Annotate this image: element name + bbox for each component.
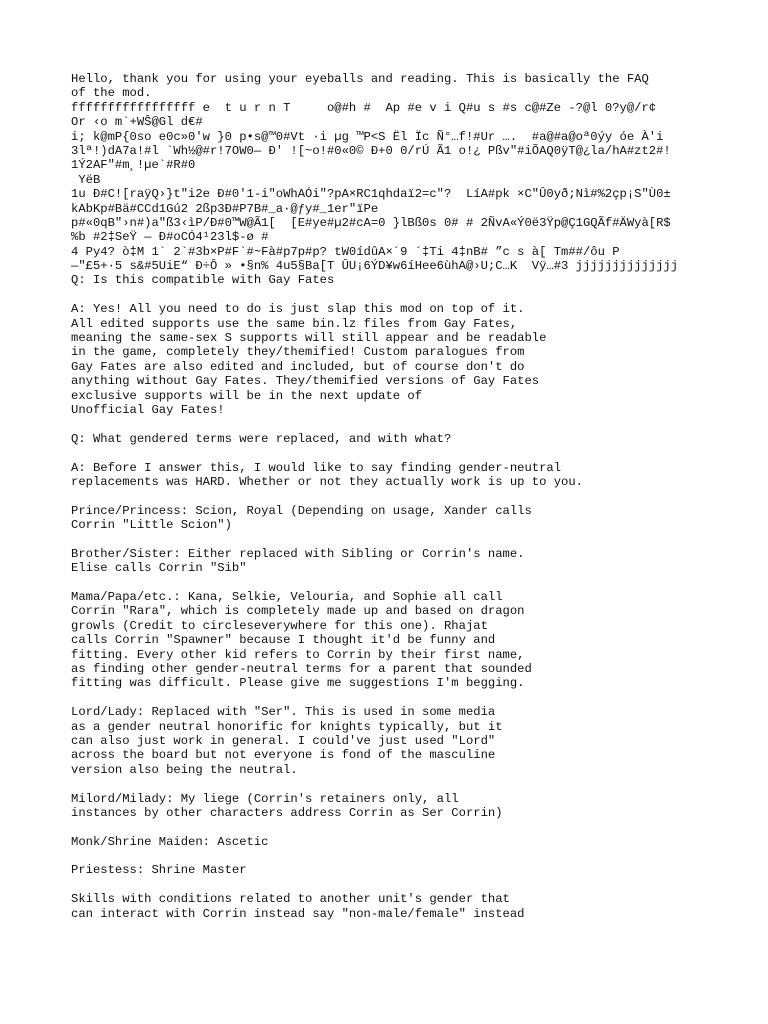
text-line: Lord/Lady: Replaced with "Ser". This is used in some media <box>71 705 496 720</box>
text-line: replacements was HARD. Whether or not they actually work is up to you. <box>71 474 583 489</box>
text-line: Hello, thank you for using your eyeballs and reading. This is basically the FAQ <box>71 72 649 86</box>
text-line: version also being the neutral. <box>71 762 298 777</box>
text-line: can interact with Corrin instead say "non-male/female" instead <box>71 906 525 921</box>
text-line: fitting was difficult. Please give me suggestions I'm begging. <box>71 676 525 691</box>
text-line: A: Yes! All you need to do is just slap this mod on top of it. <box>71 302 525 317</box>
blank-line <box>71 446 731 460</box>
blank-line <box>71 820 731 834</box>
text-line: Q: Is this compatible with Gay Fates <box>71 273 335 288</box>
blank-line <box>71 417 731 431</box>
text-line: Priestess: Shrine Master <box>71 863 247 878</box>
text-line: Milord/Milady: My liege (Corrin's retainers only, all <box>71 791 459 806</box>
text-line: All edited supports use the same bin.lz files from Gay Fates, <box>71 316 518 331</box>
text-line: instances by other characters address Corrin as Ser Corrin) <box>71 805 503 820</box>
text-line: Skills with conditions related to another unit's gender that <box>71 892 510 907</box>
text-line: 1u Ð#C![raÿQ›}t"i2e Ð#0'1-i"oWhAÓi"?pA×RC1qhdaï2=c"? LíA#pk ×C"Û0yð;Nì#%2çp¡S"Ù0± <box>71 187 671 202</box>
text-line: Brother/Sister: Either replaced with Sibling or Corrin's name. <box>71 546 525 561</box>
text-line: —"£5+·5 s&#5UiE“ Ð÷Ô » •§n% 4u5§Ba[T ÛU¡6ÝD¥w6íHee6ùhA@›U;C…K Vÿ…#3 jjjjjjjjjjjjjj <box>71 259 679 274</box>
text-line: 3lª!)dA7a!#l `Wh½@#r!7OW0— Ð' ![~o!#0«0© Ð+0 0/rÚ Ã1 o!¿ Pßv"#iÕAQ0ÿT@¿la/hA#zt2#! <box>71 143 671 158</box>
text-line: exclusive supports will be in the next update of <box>71 388 423 403</box>
text-line: YëB <box>71 172 101 187</box>
text-line: can also just work in general. I could've just used "Lord" <box>71 733 496 748</box>
text-line: Unofficial Gay Fates! <box>71 402 225 417</box>
text-line: %b #2‡SeŸ — Ð#oCÓ4¹23l$-ø # <box>71 230 269 245</box>
text-line: Prince/Princess: Scion, Royal (Depending on usage, Xander calls <box>71 503 532 518</box>
text-line: as a gender neutral honorific for knights typically, but it <box>71 719 503 734</box>
text-line: Or ‹o m`+WŠ@Gl d€# <box>71 115 203 130</box>
text-line: i; k@mP{0so e0c»0'w }0 p•s@™0#Vt ·i µg ™P<S Ël Ïc Ñ°…f!#Ur …. #a@#a@oª0ýy óe À'i <box>71 129 664 144</box>
text-line: calls Corrin "Spawner" because I thought it'd be funny and <box>71 633 496 648</box>
text-line: Corrin "Little Scion") <box>71 518 232 533</box>
text-line: growls (Credit to circleseverywhere for this one). Rhajat <box>71 618 488 633</box>
text-line: Mama/Papa/etc.: Kana, Selkie, Velouria, and Sophie all call <box>71 590 503 605</box>
blank-line <box>71 288 731 302</box>
blank-line <box>71 691 731 705</box>
text-line: in the game, completely they/themified! Custom paralogues from <box>71 345 525 360</box>
text-line: fitting. Every other kid refers to Corrin by their first name, <box>71 647 525 662</box>
text-line: across the board but not everyone is fond of the masculine <box>71 748 496 763</box>
text-line: anything without Gay Fates. They/themified versions of Gay Fates <box>71 374 540 389</box>
text-line: of the mod. <box>71 86 152 101</box>
blank-line <box>71 533 731 547</box>
blank-line <box>71 489 731 503</box>
text-line: as finding other gender-neutral terms for a parent that sounded <box>71 662 532 677</box>
blank-line <box>71 849 731 863</box>
text-line: Elise calls Corrin "Sib" <box>71 561 247 576</box>
document-page <box>71 72 731 921</box>
text-line: 4 Py4? ò‡M 1` 2`#3b×P#F`#~Fà#p7p#p? tW0ídûA×´9 ´‡Ti 4‡nB# ”c s à[ Tm##/ôu P <box>71 244 620 259</box>
text-line: meaning the same-sex S supports will still appear and be readable <box>71 331 547 346</box>
text-line: fffffffffffffffff e t u r n T o@#h # Ap #e v i Q#u s #s c@#Ze -?@l 0?y@/r¢ <box>71 100 657 115</box>
text-line: Corrin "Rara", which is completely made up and based on dragon <box>71 604 525 619</box>
blank-line <box>71 576 731 590</box>
text-line: Gay Fates are also edited and included, but of course don't do <box>71 359 525 374</box>
text-line: A: Before I answer this, I would like to say finding gender-neutral <box>71 460 562 475</box>
text-line: Monk/Shrine Maiden: Ascetic <box>71 834 269 849</box>
text-line: p#«0qB"›n#)a"ß3‹ìP/Ð#0™W@Ã1[ [E#ye#µ2#cA=0 }lBß0s 0# # 2ÑvA«Ý0ë3Ÿp@Ç1GQÃf#ÄWyà[R$ <box>71 215 671 230</box>
text-line: Q: What gendered terms were replaced, and with what? <box>71 431 452 446</box>
blank-line <box>71 777 731 791</box>
text-line: kAbKp#Bä#CCd1Gú2 2ßp3Ð#P7B#_a·@ƒy#_1er"ïPe <box>71 201 379 216</box>
text-line: 1Ý2AF"#m¸!µe`#R#0 <box>71 158 196 173</box>
blank-line <box>71 878 731 892</box>
